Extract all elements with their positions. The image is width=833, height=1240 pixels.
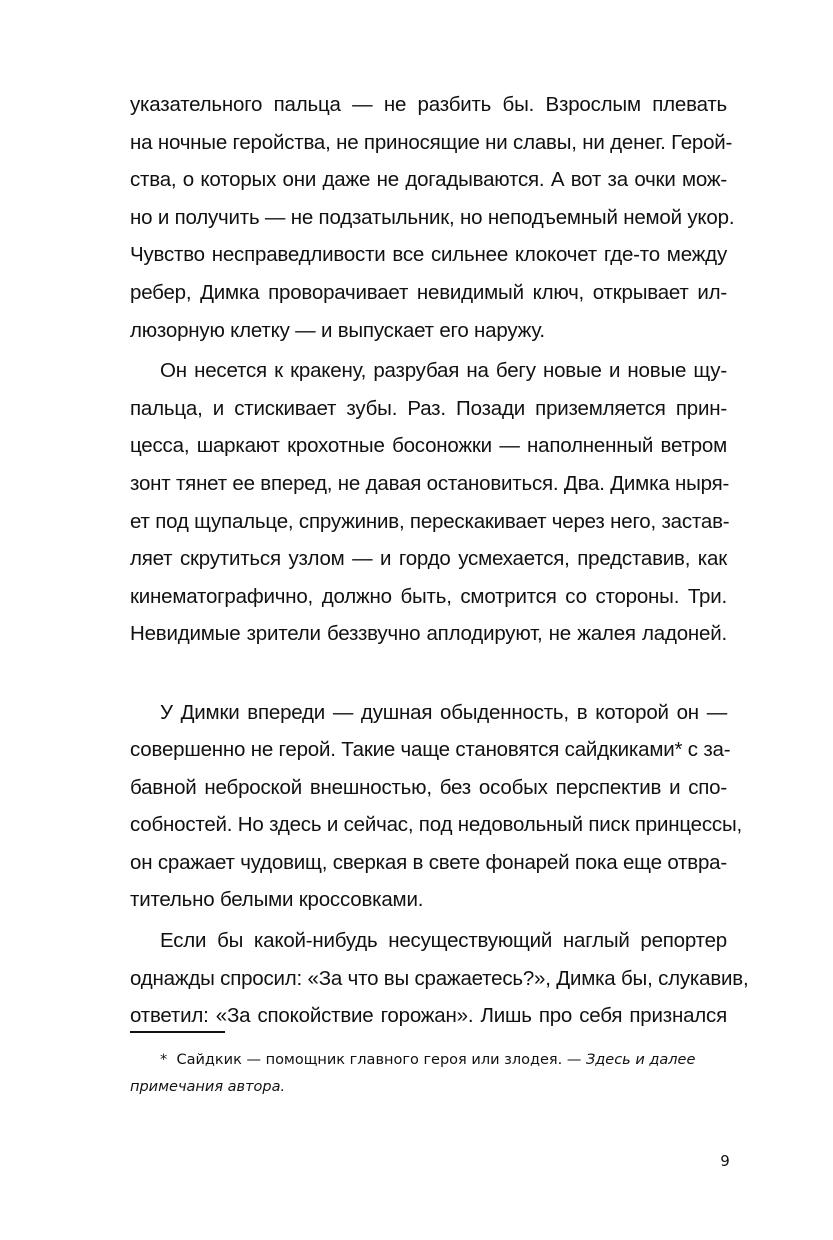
footnote [130, 1047, 727, 1101]
paragraph [130, 86, 735, 349]
text-line: люзорную клетку — и выпускает его наружу. [130, 318, 545, 342]
footnote-line [130, 1047, 727, 1074]
text-line: ответил: «За спокойствие горожан». Лишь про себя признался [130, 1004, 727, 1028]
paragraph [130, 352, 730, 690]
footnote-divider [130, 1031, 225, 1033]
text-line: указательного пальца — не разбить бы. Взрослым плевать [130, 93, 727, 116]
text-line: цесса, шаркают крохотные босоножки — наполненный ветром [130, 434, 727, 458]
text-line: зонт тянет ее вперед, не давая остановиться. Два. Димка ныря- [130, 471, 730, 495]
text-line: кинематографично, должно быть, смотрится со стороны. Три. [130, 584, 727, 608]
text-line: Чувство несправедливости все сильнее клокочет где-то между [130, 243, 727, 267]
text-line: У Димки впереди — душная обыденность, в которой он — [160, 700, 727, 724]
text-line: ляет скрутиться узлом — и гордо усмехается, представив, как [130, 547, 727, 571]
text-line: однажды спросил: «За что вы сражаетесь?», Димка бы, слукавив, [130, 966, 749, 990]
text-line: тительно белыми кроссовками. [130, 888, 424, 912]
paragraph [130, 922, 749, 1035]
text-line: ства, о которых они даже не догадываются. А вот за очки мож- [130, 168, 727, 192]
text-line: он сражает чудовищ, сверкая в свете фонарей пока еще отвра- [130, 850, 727, 874]
text-line: ребер, Димка проворачивает невидимый ключ, открывает ил- [130, 280, 727, 304]
text-line: собностей. Но здесь и сейчас, под недовольный писк принцессы, [130, 813, 742, 837]
text-line: Если бы какой-нибудь несуществующий наглый репортер [160, 929, 727, 953]
body-text [130, 86, 749, 1035]
text-line [130, 653, 727, 691]
text-line: Невидимые зрители беззвучно аплодируют, не жалея ладоней. [130, 622, 727, 646]
text-line: на ночные геройства, не приносящие ни славы, ни денег. Герой- [130, 130, 733, 154]
text-line: но и получить — не подзатыльник, но неподъемный немой укор. [130, 205, 735, 229]
footnote-italic-note: примечания автора. [130, 1079, 286, 1095]
footnote-marker: * [160, 1052, 168, 1068]
text-line: совершенно не герой. Такие чаще становятся сайдкиками* с за- [130, 738, 731, 762]
text-line: пальца, и стискивает зубы. Раз. Позади приземляется прин- [130, 396, 727, 420]
text-line: ет под щупальце, спружинив, перескакивает через него, застав- [130, 509, 730, 533]
text-line: бавной неброской внешностью, без особых перспектив и спо- [130, 775, 727, 799]
footnote-text: Сайдкик — помощник главного героя или злодея. — [176, 1052, 586, 1068]
page-number: 9 [720, 1152, 730, 1170]
text-line: Он несется к кракену, разрубая на бегу новые и новые щу- [160, 359, 727, 383]
footnote-italic-note: Здесь и далее [585, 1052, 696, 1068]
paragraph [130, 694, 742, 920]
